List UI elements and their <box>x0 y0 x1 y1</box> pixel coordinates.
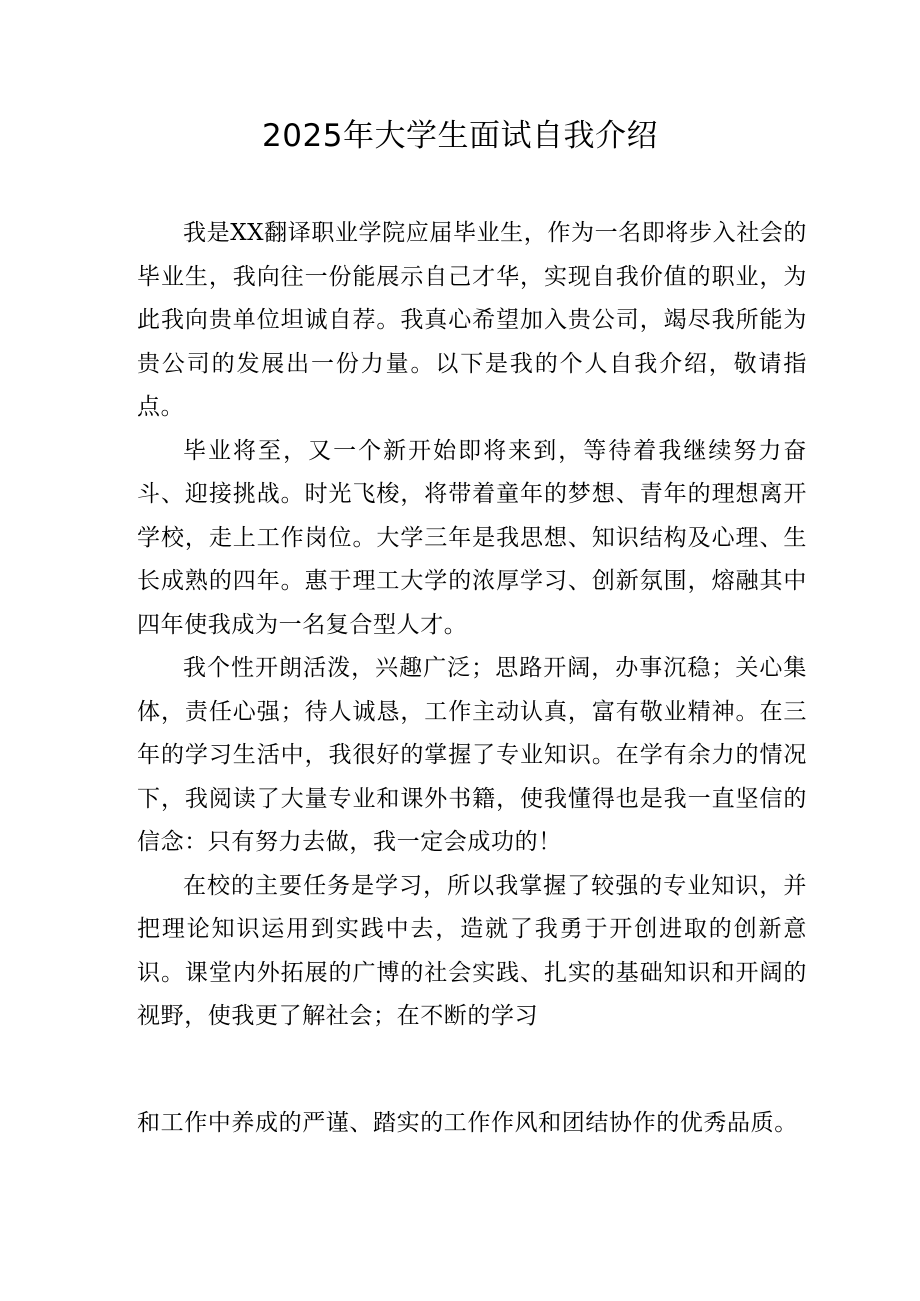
document-title: 2025年大学生面试自我介绍 <box>262 118 658 154</box>
paragraph-intro: 我是XX翻译职业学院应届毕业生，作为一名即将步入社会的毕业生，我向往一份能展示自己才华，实现自我价值的职业，为此我向贵单位坦诚自荐。我真心希望加入贵公司，竭尽我所能为贵公司的发展出一份力量。以下是我的个人自我介绍，敬请指点。 <box>137 220 807 420</box>
paragraph-continuation: 和工作中养成的严谨、踏实的工作作风和团结协作的优秀品质。 <box>137 1110 798 1136</box>
paragraph-graduation: 毕业将至，又一个新开始即将来到，等待着我继续努力奋斗、迎接挑战。时光飞梭，将带着童年的梦想、青年的理想离开学校，走上工作岗位。大学三年是我思想、知识结构及心理、生长成熟的四年。惠于理工大学的浓厚学习、创新氛围，熔融其中四年使我成为一名复合型人才。 <box>137 437 807 638</box>
paragraph-study: 在校的主要任务是学习，所以我掌握了较强的专业知识，并把理论知识运用到实践中去，造就了我勇于开创进取的创新意识。课堂内外拓展的广博的社会实践、扎实的基础知识和开阔的视野，使我更了解社会；在不断的学习 <box>137 872 807 1029</box>
document-body <box>137 212 807 1039</box>
paragraph-personality: 我个性开朗活泼，兴趣广泛；思路开阔，办事沉稳；关心集体，责任心强；待人诚恳，工作主动认真，富有敬业精神。在三年的学习生活中，我很好的掌握了专业知识。在学有余力的情况下，我阅读了大量专业和课外书籍，使我懂得也是我一直坚信的信念：只有努力去做，我一定会成功的！ <box>137 655 807 855</box>
